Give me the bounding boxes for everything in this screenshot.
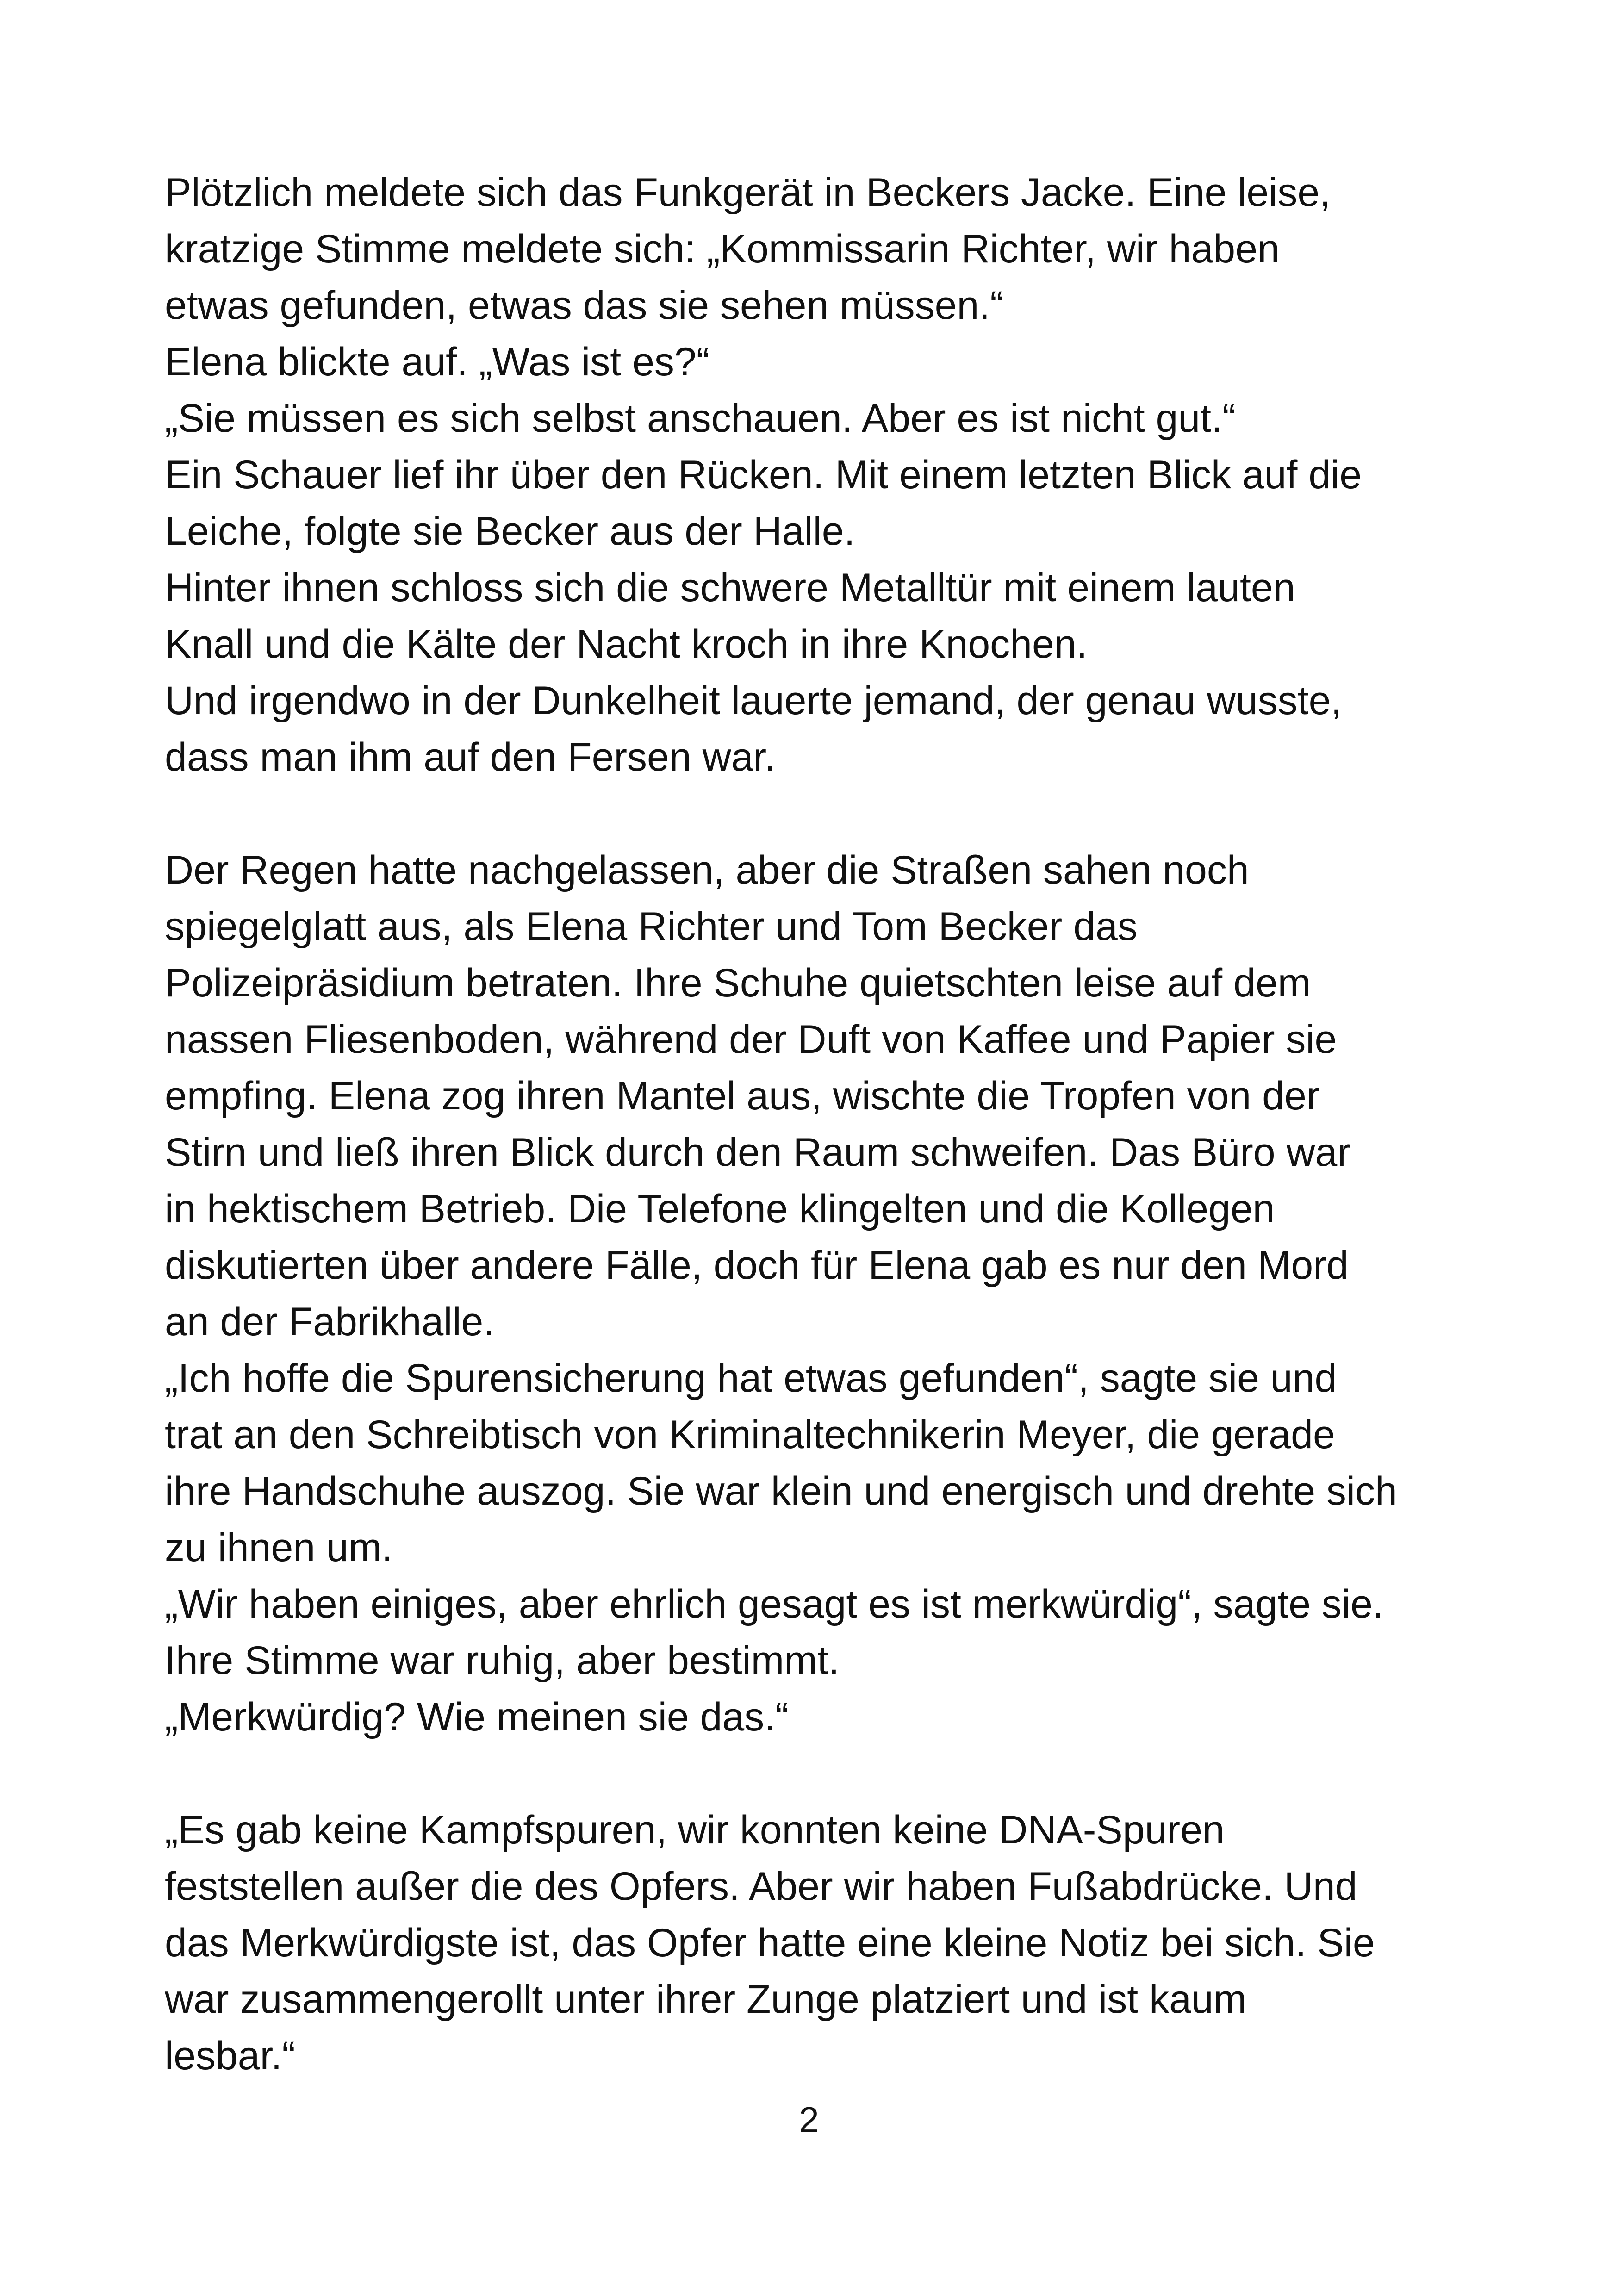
text-line: Ihre Stimme war ruhig, aber bestimmt. xyxy=(165,1638,840,1683)
text-line: ihre Handschuhe auszog. Sie war klein und energisch und drehte sich xyxy=(165,1469,1397,1513)
text-line: war zusammengerollt unter ihrer Zunge platziert und ist kaum xyxy=(165,1977,1247,2022)
text-line: in hektischem Betrieb. Die Telefone klingelten und die Kollegen xyxy=(165,1187,1275,1231)
text-line: Elena blickte auf. „Was ist es?“ xyxy=(165,340,710,384)
text-line: Ein Schauer lief ihr über den Rücken. Mit einem letzten Blick auf die xyxy=(165,453,1362,497)
text-line: „Ich hoffe die Spurensicherung hat etwas gefunden“, sagte sie und xyxy=(165,1356,1337,1400)
text-line: Und irgendwo in der Dunkelheit lauerte jemand, der genau wusste, xyxy=(165,678,1342,723)
text-line: „Es gab keine Kampfspuren, wir konnten keine DNA-Spuren xyxy=(165,1808,1225,1852)
page-number: 2 xyxy=(799,2099,819,2140)
text-line: lesbar.“ xyxy=(165,2034,296,2078)
text-line: etwas gefunden, etwas das sie sehen müssen.“ xyxy=(165,283,1003,328)
text-line: Polizeipräsidium betraten. Ihre Schuhe quietschten leise auf dem xyxy=(165,961,1311,1005)
text-line: zu ihnen um. xyxy=(165,1525,393,1570)
text-line: kratzige Stimme meldete sich: „Kommissarin Richter, wir haben xyxy=(165,227,1280,271)
paragraph-gap xyxy=(165,1745,1488,1802)
text-line: „Sie müssen es sich selbst anschauen. Aber es ist nicht gut.“ xyxy=(165,396,1236,441)
text-line: Knall und die Kälte der Nacht kroch in ihre Knochen. xyxy=(165,622,1088,666)
text-line: Hinter ihnen schloss sich die schwere Metalltür mit einem lauten xyxy=(165,566,1295,610)
text-line: Plötzlich meldete sich das Funkgerät in Beckers Jacke. Eine leise, xyxy=(165,170,1331,215)
text-line: „Wir haben einiges, aber ehrlich gesagt es ist merkwürdig“, sagte sie. xyxy=(165,1582,1384,1626)
text-line: Stirn und ließ ihren Blick durch den Raum schweifen. Das Büro war xyxy=(165,1130,1351,1175)
paragraph-gap xyxy=(165,785,1488,842)
text-line: trat an den Schreibtisch von Kriminaltechnikerin Meyer, die gerade xyxy=(165,1412,1335,1457)
text-line: das Merkwürdigste ist, das Opfer hatte eine kleine Notiz bei sich. Sie xyxy=(165,1921,1375,1965)
paragraph-2 xyxy=(165,842,1488,1745)
text-line: diskutierten über andere Fälle, doch für Elena gab es nur den Mord xyxy=(165,1243,1349,1288)
text-line: „Merkwürdig? Wie meinen sie das.“ xyxy=(165,1695,789,1739)
text-line: empfing. Elena zog ihren Mantel aus, wischte die Tropfen von der xyxy=(165,1074,1320,1118)
paragraph-1 xyxy=(165,164,1488,785)
text-line: an der Fabrikhalle. xyxy=(165,1300,495,1344)
body-text xyxy=(165,164,1488,2084)
text-line: dass man ihm auf den Fersen war. xyxy=(165,735,776,779)
text-line: spiegelglatt aus, als Elena Richter und Tom Becker das xyxy=(165,904,1138,949)
text-line: feststellen außer die des Opfers. Aber wir haben Fußabdrücke. Und xyxy=(165,1864,1357,1909)
text-line: Leiche, folgte sie Becker aus der Halle. xyxy=(165,509,855,554)
text-line: nassen Fliesenboden, während der Duft von Kaffee und Papier sie xyxy=(165,1017,1337,1062)
paragraph-3 xyxy=(165,1802,1488,2084)
text-line: Der Regen hatte nachgelassen, aber die Straßen sahen noch xyxy=(165,848,1249,892)
